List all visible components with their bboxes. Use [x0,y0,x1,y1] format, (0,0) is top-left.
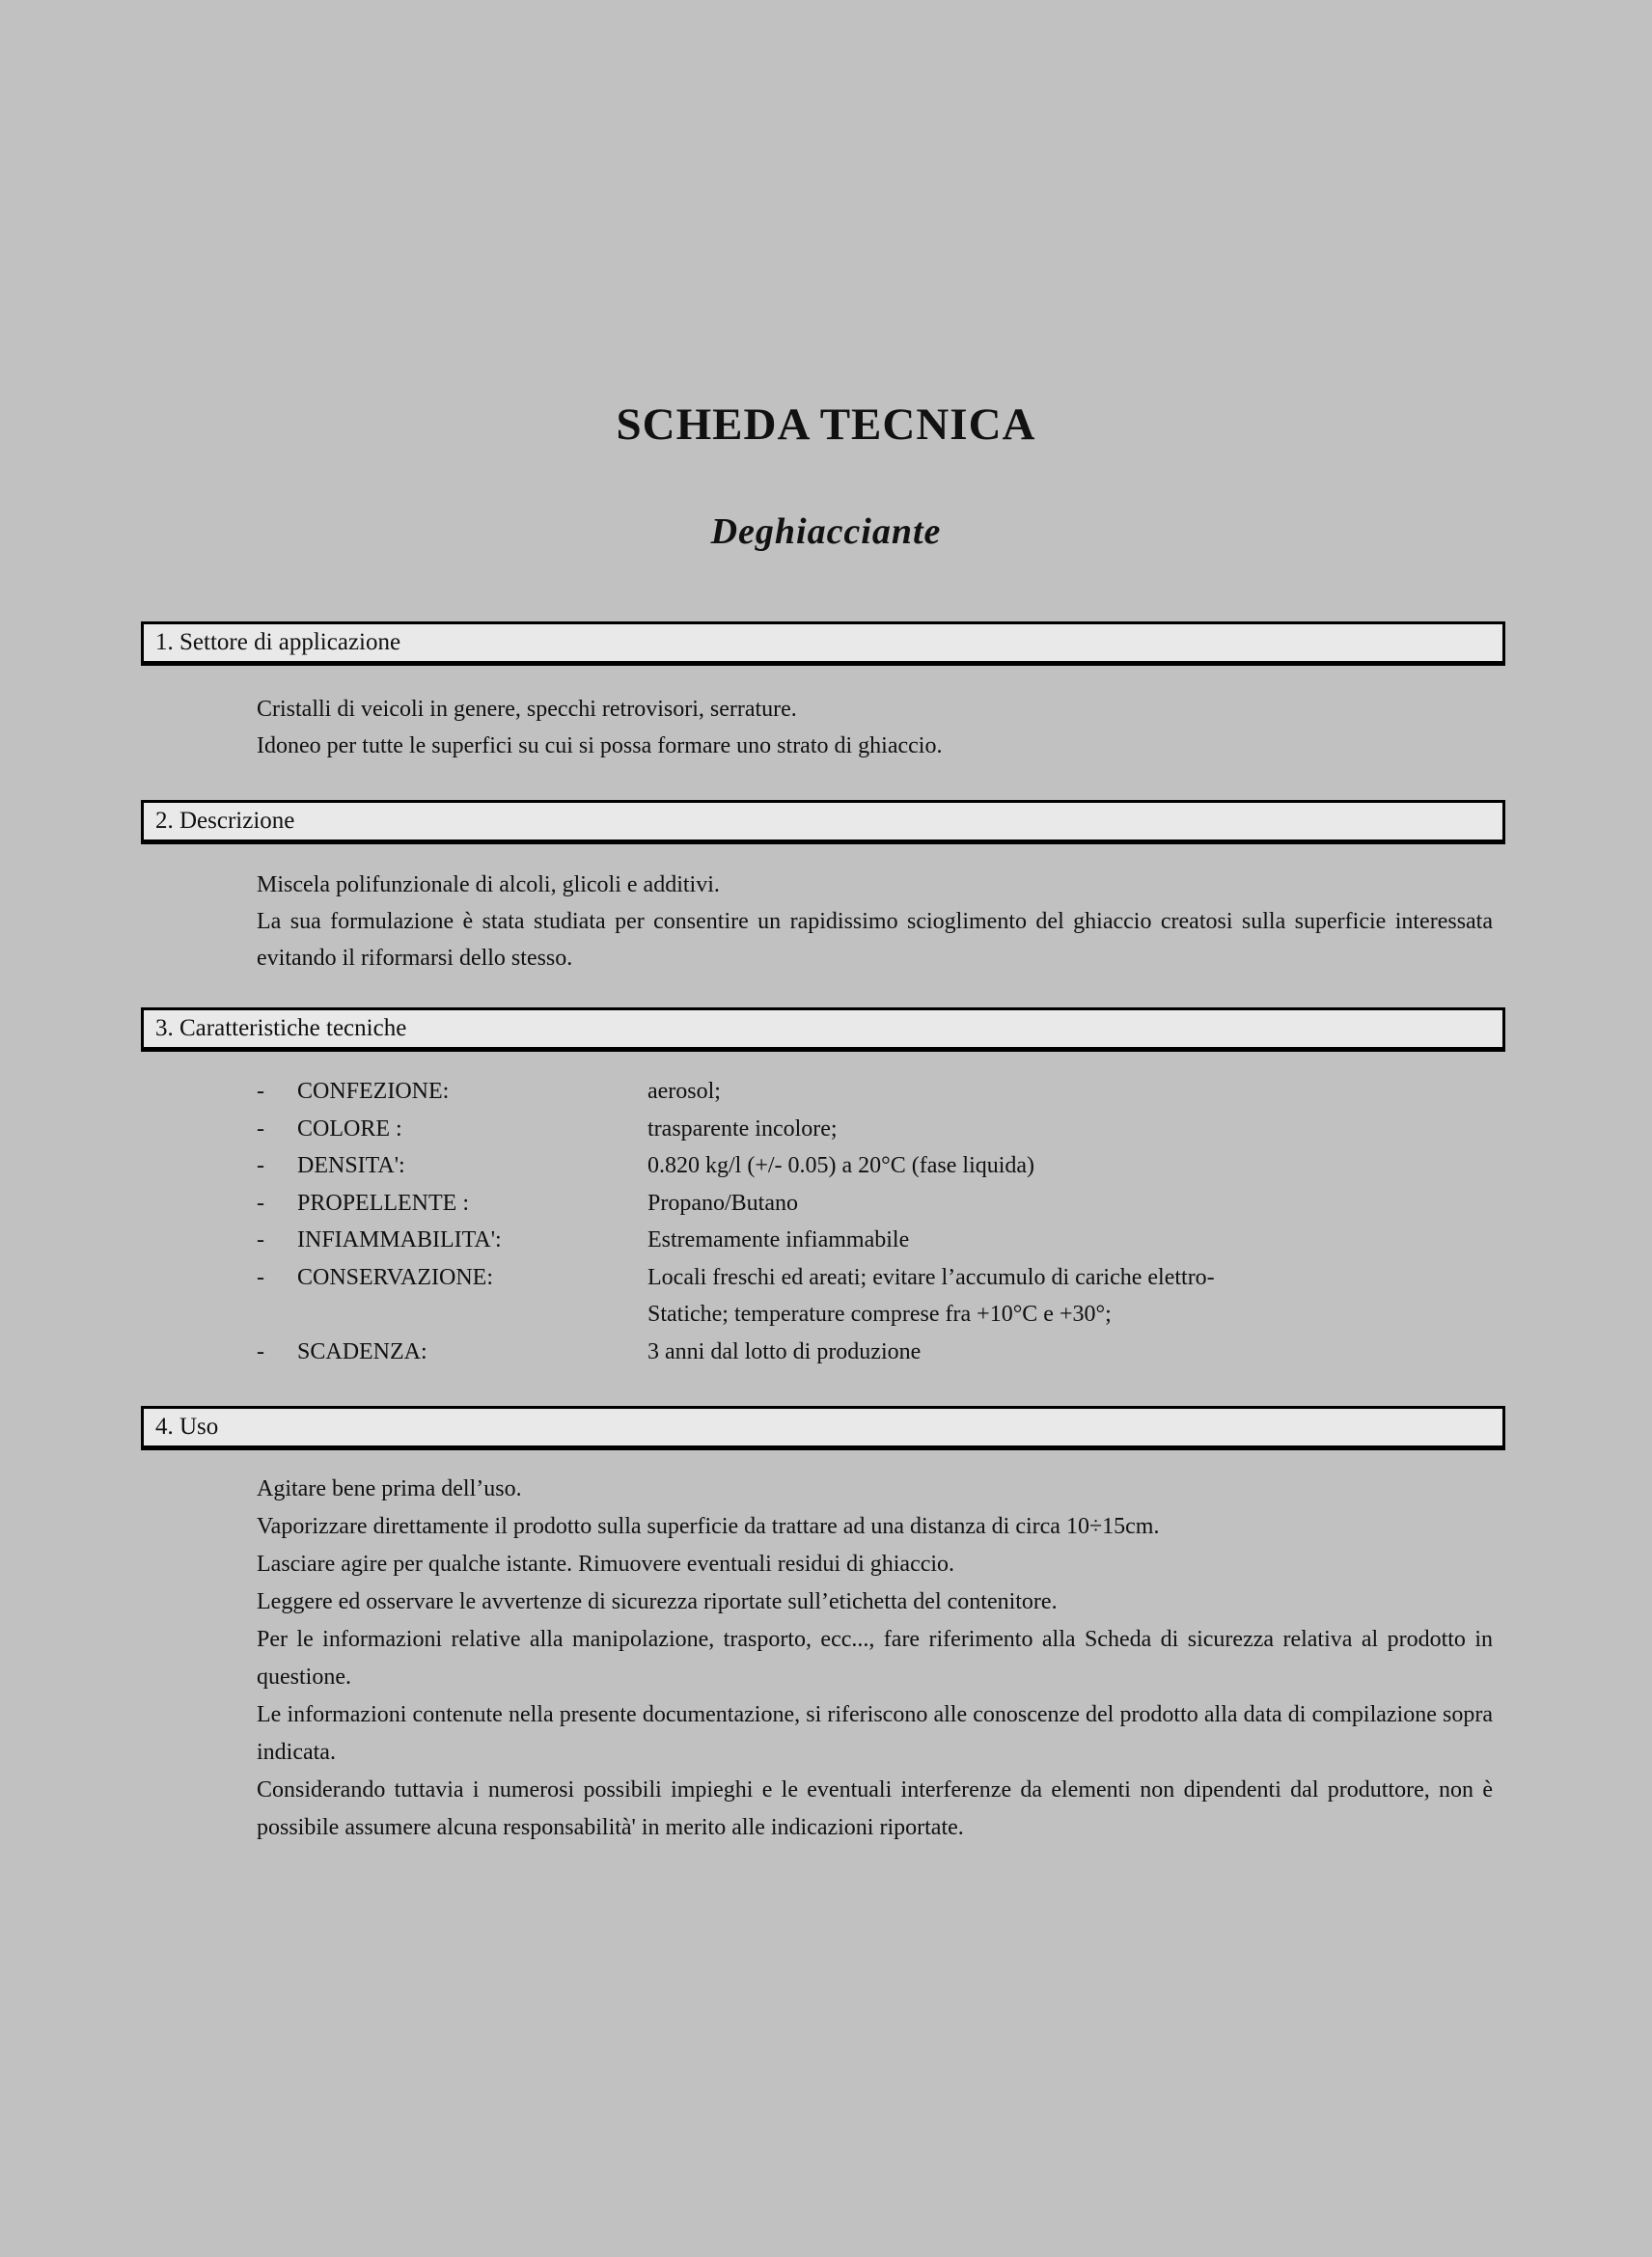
spec-value-line2: Statiche; temperature comprese fra +10°C e +30°; [647,1302,1112,1327]
paragraph: Cristalli di veicoli in genere, specchi retrovisori, serrature. [257,697,797,722]
page-title: SCHEDA TECNICA [616,399,1036,450]
paragraph: Idoneo per tutte le superfici su cui si possa formare uno strato di ghiaccio. [257,733,943,758]
bullet-dash: - [257,1338,264,1364]
paragraph: Considerando tuttavia i numerosi possibili impieghi e le eventuali interferenze da elementi non dipendenti dal produttore, non è possibile assumere alcuna responsabilità' in merito alle indicazioni riportate. [257,1777,1493,1840]
section-heading-uso: 4. Uso [141,1406,1505,1450]
paragraph: Leggere ed osservare le avvertenze di sicurezza riportate sull’etichetta del contenitore. [257,1589,1058,1614]
spec-value: trasparente incolore; [647,1115,838,1142]
spec-label: INFIAMMABILITA': [297,1227,502,1252]
spec-label: COLORE : [297,1115,402,1142]
spec-label: CONSERVAZIONE: [297,1264,493,1290]
spec-value: 3 anni dal lotto di produzione [647,1338,922,1364]
spec-row-colore [257,1111,1493,1148]
spec-value [647,1259,1493,1334]
paragraph: Lasciare agire per qualche istante. Rimuovere eventuali residui di ghiaccio. [257,1552,955,1577]
section-heading-descrizione: 2. Descrizione [141,800,1505,844]
paragraph: Vaporizzare direttamente il prodotto sulla superficie da trattare ad una distanza di circa 10÷15cm. [257,1514,1160,1539]
spec-value-line1: Locali freschi ed areati; evitare l’accumulo di cariche elettro- [647,1264,1215,1290]
section-body-descrizione [257,867,1493,977]
spec-row-confezione [257,1073,1493,1111]
spec-row-propellente [257,1185,1493,1223]
bullet-dash: - [257,1153,264,1178]
spec-row-infiammabilita [257,1222,1493,1259]
spec-value: Propano/Butano [647,1190,798,1216]
bullet-dash: - [257,1264,264,1290]
section-heading-caratteristiche-tecniche: 3. Caratteristiche tecniche [141,1007,1505,1052]
spec-label: PROPELLENTE : [297,1190,469,1216]
page-subtitle: Deghiacciante [710,511,942,552]
paragraph: La sua formulazione è stata studiata per consentire un rapidissimo scioglimento del ghiaccio creatosi sulla superficie interessata evitando il riformarsi dello stesso. [257,909,1493,971]
paragraph: Agitare bene prima dell’uso. [257,1476,522,1501]
spec-label: DENSITA': [297,1153,405,1178]
spec-value: aerosol; [647,1079,721,1104]
paragraph: Miscela polifunzionale di alcoli, glicoli e additivi. [257,872,720,897]
paragraph: Le informazioni contenute nella presente documentazione, si riferiscono alle conoscenze del prodotto alla data di compilazione sopra indicata. [257,1702,1493,1765]
bullet-dash: - [257,1190,264,1216]
spec-label: SCADENZA: [297,1338,427,1364]
spec-row-scadenza [257,1334,1493,1371]
section-body-settore-di-applicazione [257,691,1493,764]
spec-label: CONFEZIONE: [297,1079,450,1104]
bullet-dash: - [257,1115,264,1142]
spec-value: Estremamente infiammabile [647,1227,910,1252]
spec-row-conservazione [257,1259,1493,1334]
bullet-dash: - [257,1079,264,1104]
spec-list [257,1073,1493,1370]
section-heading-settore-di-applicazione: 1. Settore di applicazione [141,621,1505,666]
paragraph: Per le informazioni relative alla manipolazione, trasporto, ecc..., fare riferimento alla Scheda di sicurezza relativa al prodotto in questione. [257,1627,1493,1690]
spec-row-densita [257,1147,1493,1185]
section-body-uso [257,1471,1493,1847]
bullet-dash: - [257,1227,264,1252]
spec-value: 0.820 kg/l (+/- 0.05) a 20°C (fase liquida) [647,1153,1035,1178]
